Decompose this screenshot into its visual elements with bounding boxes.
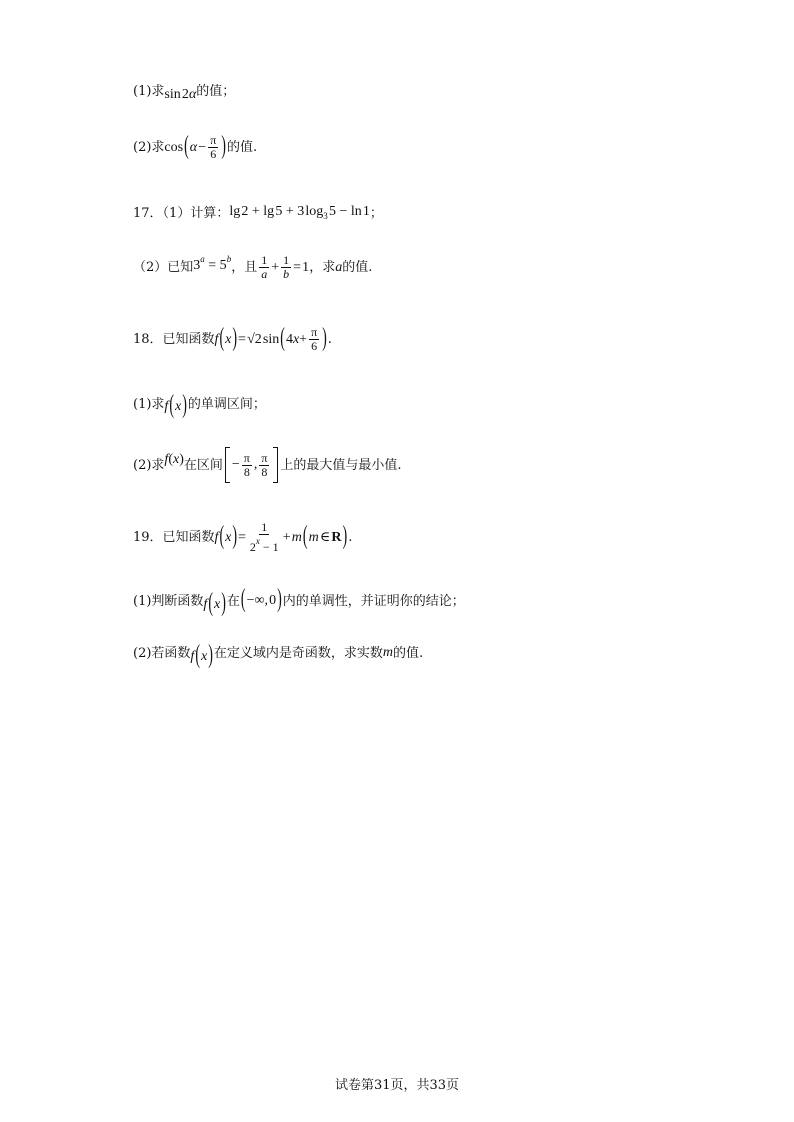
var-a: a	[335, 259, 343, 275]
q16-p1-label: (1)求	[133, 83, 165, 99]
q16-p2-tail: 的值.	[226, 140, 258, 155]
q19-p1-tail: 内的单调性，并证明你的结论；	[282, 593, 465, 609]
q17-p2-mid2: ，求	[309, 260, 336, 275]
q17-p2-mid: ，且	[231, 260, 258, 275]
q17-tail: ；	[369, 205, 383, 221]
formula-interval-pi8: − $\frac{\pi}{8}$ , $\frac{\pi}{8}$	[223, 447, 281, 483]
q17-part2	[133, 254, 372, 281]
q19-end: .	[348, 530, 353, 545]
q19-part1	[133, 585, 465, 619]
q18-end: .	[327, 332, 332, 347]
formula-cos-alpha-minus-pi6: cos ( α − $\frac{\pi}{6}$ )	[164, 132, 226, 161]
q18-p2-label: (2)求	[133, 457, 165, 473]
page-footer: 试卷第31页，共33页	[334, 1078, 460, 1093]
q17-p2-label: （2）已知	[133, 260, 194, 275]
q18-p2-tail: 上的最大值与最小值.	[280, 457, 402, 473]
formula-log-sum: lg 2 + lg 5 + 3 $\log_3$ 5 − ln 1	[229, 204, 370, 221]
var-m: m	[382, 645, 394, 660]
q16-part1	[133, 80, 235, 102]
q19-head: 19．已知函数	[133, 530, 215, 545]
formula-f-sqrt2-sin: f ( x ) = √2 sin ( 4 x + $\frac{\pi}{6}$ )	[214, 324, 327, 353]
formula-fx: f ( x )	[203, 589, 226, 619]
q17-head: 17．（1）计算：	[133, 205, 230, 221]
q18-p1-tail: 的单调区间；	[187, 396, 266, 412]
q19-p1-mid: 在	[226, 593, 240, 609]
q18-p1-label: (1)求	[133, 396, 165, 412]
formula-fx: f ( x )	[164, 391, 187, 421]
formula-interval-neg-inf-0: ( −∞, 0 )	[240, 585, 282, 615]
q18-part2	[133, 447, 402, 483]
q18-p2-mid: 在区间	[183, 457, 223, 473]
formula-1a-plus-1b: $\frac{1}{a}$ + $\frac{1}{b}$ = 1	[261, 253, 310, 281]
q17-p2-tail: 的值.	[342, 260, 373, 275]
formula-3a-eq-5b: $3^a = 5^b$	[193, 253, 232, 273]
q19-part2	[133, 641, 424, 671]
q17-part1	[133, 205, 383, 221]
q19-p2-tail: 的值.	[393, 645, 424, 661]
q19-stem	[133, 521, 352, 554]
q18-stem	[133, 326, 332, 353]
formula-f-frac-2x: f ( x ) = $\frac{1}{2^x - 1}$ + m ( m ∈ R )	[214, 520, 348, 554]
formula-fx: f ( x )	[190, 641, 213, 671]
formula-fx: f(x)	[164, 452, 184, 467]
q16-p2-label: (2)求	[133, 140, 165, 155]
q16-p1-tail: 的值；	[196, 83, 236, 99]
q19-p2-label: (2)若函数	[133, 645, 191, 661]
q19-p1-label: (1)判断函数	[133, 593, 204, 609]
q19-p2-mid: 在定义域内是奇函数，求实数	[213, 645, 383, 661]
q18-part1	[133, 391, 266, 421]
q18-head: 18．已知函数	[133, 332, 215, 347]
q16-part2	[133, 134, 257, 161]
formula-sin2alpha: sin 2α	[164, 87, 197, 102]
